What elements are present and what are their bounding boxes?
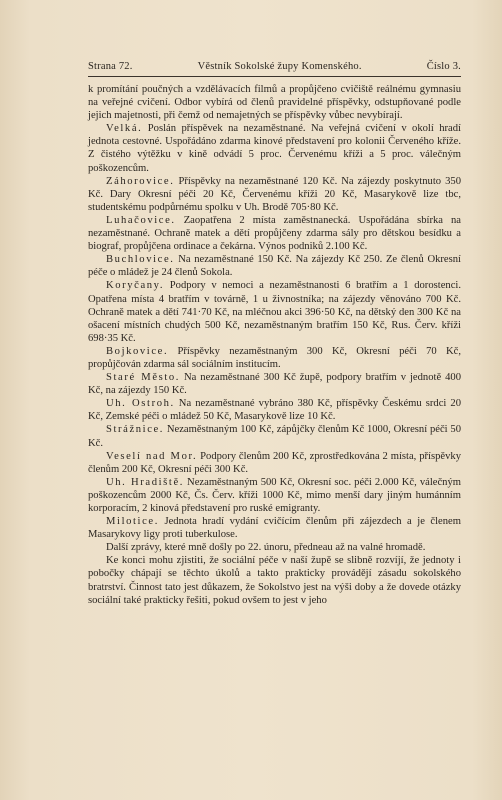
paragraph-text: Jednota hradí vydání cvičícím členům při zájezdech a je členem Masarykovy ligy proti tuberkulose. [88, 516, 461, 541]
paragraph [88, 515, 461, 541]
paragraph-text: Příspěvky nezaměstnaným 300 Kč, Okresní péči 70 Kč, propůjčován zdarma sál sociálním institucím. [88, 345, 461, 370]
paragraph [88, 345, 461, 371]
paragraph-lead: Uh. Ostroh. [106, 398, 175, 410]
paragraph-lead: Záhorovice. [106, 175, 175, 187]
paragraph-text: Nezaměstnaným 100 Kč, zápůjčky členům Kč 1000, Okresní péči 50 Kč. [88, 424, 461, 449]
paragraph-text: Podpory členům 200 Kč, zprostředkována 2 místa, příspěvky členům 200 Kč, Okresní péči 300 Kč. [88, 450, 461, 475]
paragraph-lead: Bojkovice. [106, 345, 169, 357]
page-header [88, 61, 461, 72]
paragraph-lead: Staré Město. [106, 372, 181, 384]
paragraph [88, 554, 461, 606]
paragraph [88, 83, 461, 122]
paragraph-lead: Koryčany. [106, 280, 165, 292]
paragraph [88, 371, 461, 397]
paragraph [88, 541, 461, 554]
paragraph-text: Poslán příspěvek na nezaměstnané. Na veřejná cvičení v okolí hradí jednota cestovné. Uspořádáno zdarma kinové představení pro kolonii Červeného kříže. Z čistého výtěžku v kině odvádí 5 proc. Červenému kříži a 5 proc. válečným poškozencům. [88, 123, 461, 174]
paragraph [88, 175, 461, 214]
page-number: Strana 72. [88, 61, 133, 72]
paragraph-text: k promítání poučných a vzdělávacích filmů a propůjčeno cvičiště reálnému gymnasiu na veřejné cvičení. Odbor vybírá od členů pravidelné příspěvky, odstupňované podle jejich majetnosti, při čemž od nemajetných se příspěvky vůbec nevybírají. [88, 84, 461, 122]
body-text [88, 83, 461, 607]
paragraph-lead: Uh. Hradiště. [106, 476, 184, 488]
paragraph-lead: Milotice. [106, 516, 159, 528]
journal-title: Věstník Sokolské župy Komenského. [197, 61, 362, 72]
paragraph-text: Další zprávy, které mně došly po 22. únoru, předneau až na valné hromadě. [106, 542, 426, 554]
paragraph [88, 122, 461, 174]
paragraph [88, 253, 461, 279]
paragraph-text: Nezaměstnaným 500 Kč, Okresní soc. péči 2.000 Kč, válečným poškozencům 2000 Kč, Čs. Červ. kříži 1000 Kč, mimo menší dary jiným humánním korporacím, 2 kinová představení pro ruské emigranty. [88, 476, 461, 514]
paragraph-text: Ke konci mohu zjistiti, že sociální péče v naší župě se slibně rozvíjí, že jednoty i pobočky chápají se těchto úkolů a takto prakticky provádějí zásadu sokolského bratrství. Činnost tato jest důkazem, že Sokolstvo jest na výši doby a že dovede otázky sociální také prakticky řešiti, pokud ovšem to jest v jeho [88, 555, 461, 606]
paragraph-text: Na nezaměstnané vybráno 380 Kč, příspěvky Českému srdci 20 Kč, Zemské péči o mládež 50 Kč, Masarykově lize 10 Kč. [88, 398, 461, 423]
paragraph-text: Podpory v nemoci a nezaměstnanosti 6 bratřím a 1 dorostenci. Opatřena místa 4 bratřím v továrně, 1 u živnostníka; na zájezdy věnováno 700 Kč. Ochraně matek a dětí 741·70 Kč, na mléčnou akci 396·50 Kč, na dětský den 300 Kč na ošacení místních chudých 500 Kč, nezaměstnaným bratřím 150 Kč, Rus. Červ. kříži 698·35 Kč. [88, 280, 461, 344]
paragraph [88, 450, 461, 476]
paragraph-text: Na nezaměstnané 300 Kč župě, podpory bratřím v jednotě 400 Kč, na zájezdy 150 Kč. [88, 372, 461, 397]
header-rule [88, 76, 461, 77]
paragraph [88, 397, 461, 423]
paragraph-lead: Luhačovice. [106, 214, 176, 226]
paragraph [88, 214, 461, 253]
paragraph-text: Příspěvky na nezaměstnané 120 Kč. Na zájezdy poskytnuto 350 Kč. Dary Okresní péči 20 Kč, Červenému kříži 20 Kč, Masarykově lize tbc, studentskému podpůrnému spolku v Uh. Brodě 705·80 Kč. [88, 175, 461, 213]
paragraph [88, 279, 461, 344]
paragraph [88, 476, 461, 515]
paragraph-text: Na nezaměstnané 150 Kč. Na zájezdy Kč 250. Ze členů Okresní péče o mládež je 24 členů Sokola. [88, 254, 461, 279]
issue-number: Číslo 3. [426, 61, 461, 72]
paragraph-lead: Buchlovice. [106, 254, 175, 266]
paragraph-lead: Strážnice. [106, 424, 165, 436]
paragraph-lead: Veselí nad Mor. [106, 450, 198, 462]
paragraph-lead: Velká. [106, 123, 143, 135]
paragraph [88, 423, 461, 449]
paragraph-text: Zaopatřena 2 místa zaměstnanecká. Uspořádána sbírka na nezaměstnané. Ochraně matek a dětí propůjčeny zdarma sály pro dětskou besídku a biograf, propůjčena ordinace a čekárna. Výnos podniků 2.100 Kč. [88, 214, 461, 253]
